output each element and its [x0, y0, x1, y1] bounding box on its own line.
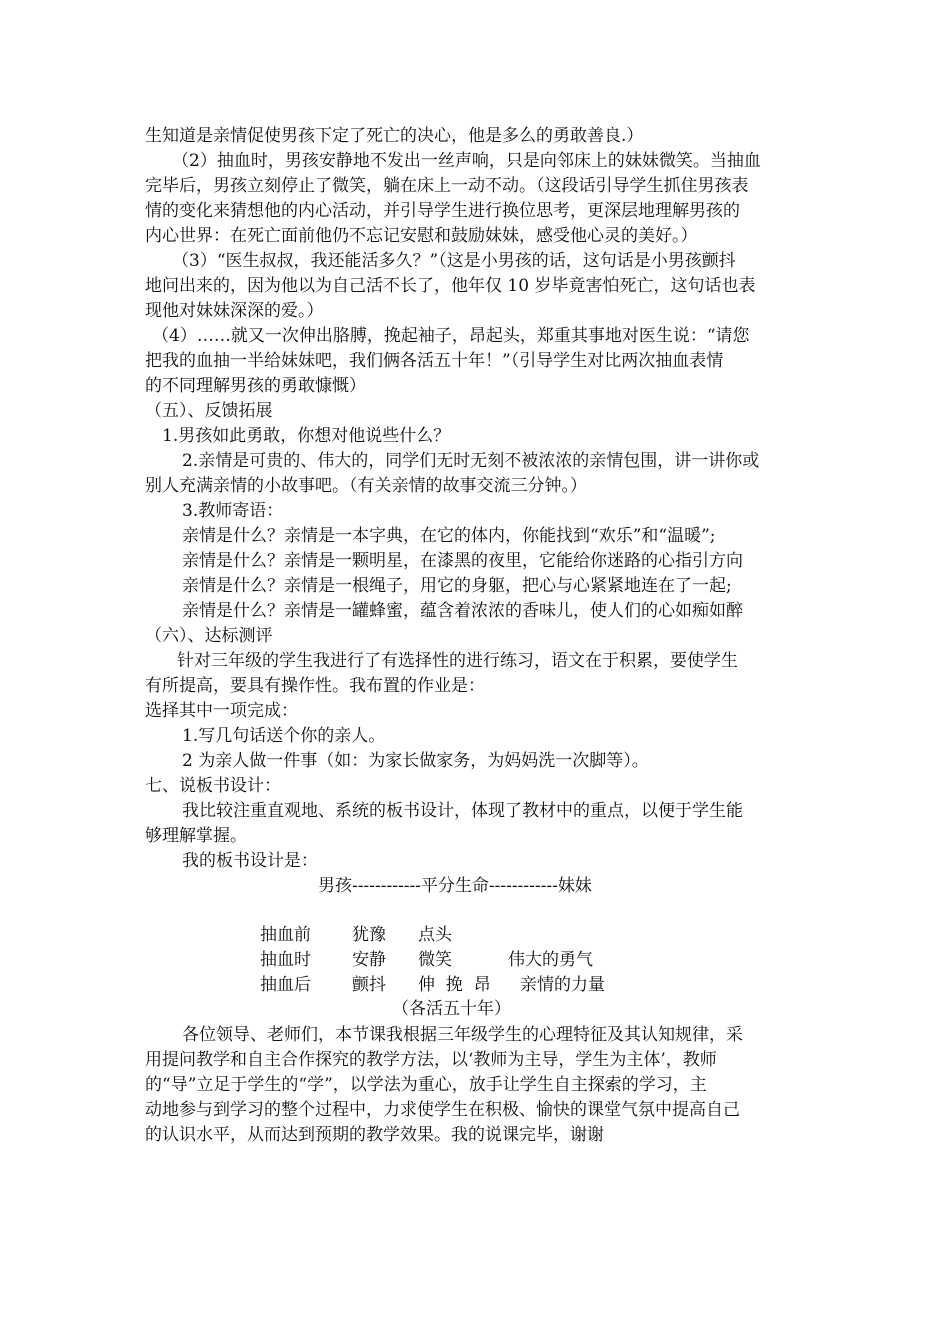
- text-line: 亲情是什么？亲情是一颗明星，在漆黑的夜里，它能给你迷路的心指引方向: [182, 551, 743, 571]
- text-line: 1.男孩如此勇敢，你想对他说些什么？: [162, 426, 451, 446]
- board-cell: 抽血后: [260, 975, 311, 995]
- board-cell: 抽血时: [260, 950, 311, 970]
- text-line: （2）抽血时，男孩安静地不发出一丝声响，只是向邻床上的妹妹微笑。当抽血: [172, 151, 761, 171]
- text-line: 亲情是什么？亲情是一根绳子，用它的身躯，把心与心紧紧地连在了一起;: [182, 576, 732, 596]
- text-line: 我的板书设计是：: [182, 851, 318, 871]
- text-line: 生知道是亲情促使男孩下定了死亡的决心，他是多么的勇敢善良.）: [145, 126, 644, 146]
- text-line: 亲情是什么？亲情是一罐蜂蜜，蕴含着浓浓的香味儿，使人们的心如痴如醉: [182, 601, 743, 621]
- board-cell: 伟大的勇气: [508, 950, 593, 970]
- text-line: 选择其中一项完成：: [145, 701, 298, 721]
- board-cell: 抽血前: [260, 925, 311, 945]
- section-heading: 七、说板书设计：: [145, 776, 281, 796]
- text-line: 情的变化来猜想他的内心活动，并引导学生进行换位思考，更深层地理解男孩的: [145, 201, 740, 221]
- text-line: 有所提高，要具有操作性。我布置的作业是：: [145, 676, 485, 696]
- text-line: （3）“医生叔叔，我还能活多久？”（这是小男孩的话，这句话是小男孩颤抖: [172, 251, 736, 271]
- board-cell: 点头: [418, 925, 452, 945]
- text-line: （4）……就又一次伸出胳膊，挽起袖子，昂起头，郑重其事地对医生说：“请您: [152, 326, 750, 346]
- text-line: 把我的血抽一半给妹妹吧，我们俩各活五十年！”（引导学生对比两次抽血表情: [145, 351, 724, 371]
- board-cell: 犹豫: [352, 925, 386, 945]
- text-line: 够理解掌握。: [145, 826, 247, 846]
- board-title: 男孩------------平分生命------------妹妹: [318, 876, 592, 896]
- text-line: 动地参与到学习的整个过程中，力求使学生在积极、愉快的课堂气氛中提高自己: [145, 1100, 740, 1120]
- text-line: 的认识水平，从而达到预期的教学效果。我的说课完毕，谢谢: [145, 1125, 604, 1145]
- text-line: 各位领导、老师们，本节课我根据三年级学生的心理特征及其认知规律，采: [182, 1025, 743, 1045]
- board-cell: 安静: [352, 950, 386, 970]
- text-line: 2 为亲人做一件事（如：为家长做家务，为妈妈洗一次脚等）。: [182, 751, 649, 771]
- text-line: 现他对妹妹深深的爱。）: [145, 301, 324, 321]
- board-footer: （各活五十年）: [392, 999, 511, 1019]
- text-line: 2.亲情是可贵的、伟大的，同学们无时无刻不被浓浓的亲情包围，讲一讲你或: [182, 451, 760, 471]
- text-line: 别人充满亲情的小故事吧。（有关亲情的故事交流三分钟。）: [145, 476, 587, 496]
- text-line: 我比较注重直观地、系统的板书设计，体现了教材中的重点，以便于学生能: [182, 801, 743, 821]
- board-cell: 颤抖: [352, 975, 386, 995]
- text-line: 用提问教学和自主合作探究的教学方法，以‘教师为主导，学生为主体’，教师: [145, 1050, 717, 1070]
- text-line: 的不同理解男孩的勇敢慷慨）: [145, 376, 366, 396]
- text-line: 地问出来的，因为他以为自己活不长了，他年仅 10 岁毕竟害怕死亡，这句话也表: [145, 276, 756, 296]
- text-line: 3.教师寄语：: [182, 501, 284, 521]
- section-heading: （六）、达标测评: [145, 626, 273, 646]
- text-line: 完毕后，男孩立刻停止了微笑，躺在床上一动不动。（这段话引导学生抓住男孩表: [145, 176, 749, 196]
- board-cell: 微笑: [418, 950, 452, 970]
- text-line: 针对三年级的学生我进行了有选择性的进行练习，语文在于积累，要使学生: [177, 651, 738, 671]
- text-line: 内心世界：在死亡面前他仍不忘记安慰和鼓励妹妹，感受他心灵的美好。）: [145, 226, 698, 246]
- text-line: 1.写几句话送个你的亲人。: [182, 726, 386, 746]
- text-line: 的“导”立足于学生的“学”，以学法为重心，放手让学生自主探索的学习，主: [145, 1075, 707, 1095]
- section-heading: （五）、反馈拓展: [145, 401, 273, 421]
- board-cell: 伸 挽 昂: [418, 975, 491, 995]
- text-line: 亲情是什么？亲情是一本字典，在它的体内，你能找到“欢乐”和“温暖”;: [182, 526, 716, 546]
- board-cell: 亲情的力量: [520, 975, 605, 995]
